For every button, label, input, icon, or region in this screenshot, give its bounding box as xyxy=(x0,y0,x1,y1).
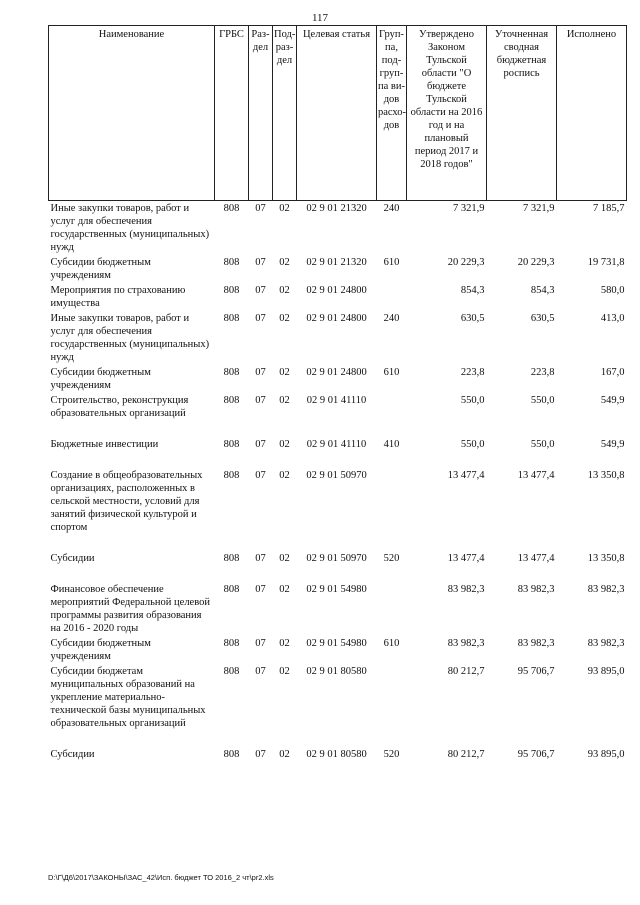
cell-razdel: 07 xyxy=(255,470,266,481)
header-name: Наименование xyxy=(49,26,215,201)
table-row xyxy=(49,468,627,535)
cell-grbs: 808 xyxy=(223,257,240,268)
cell-podrazdel: 02 xyxy=(279,553,290,564)
header-grbs: ГРБС xyxy=(215,26,249,201)
cell-approved: 550,0 xyxy=(460,395,485,406)
cell-grbs: 808 xyxy=(223,470,240,481)
cell-executed: 580,0 xyxy=(600,285,625,296)
row-spacer xyxy=(49,535,627,551)
cell-celevaya-statya: 02 9 01 50970 xyxy=(306,553,367,564)
cell-celevaya-statya: 02 9 01 54980 xyxy=(306,584,367,595)
table-row xyxy=(49,311,627,365)
header-utochnennaya: Уточненная сводная бюджетная роспись xyxy=(487,26,557,201)
table-row xyxy=(49,437,627,452)
table-row xyxy=(49,365,627,393)
cell-celevaya-statya: 02 9 01 41110 xyxy=(306,395,367,406)
cell-vid-rashodov: 610 xyxy=(383,367,400,378)
cell-name: Субсидии бюджетным учреждениям xyxy=(50,257,151,281)
cell-revised: 83 982,3 xyxy=(517,638,555,649)
header-utverzhdeno: Утверждено Законом Тульской области "О бюджете Тульской области на 2016 год и на плановый период 2017 и 2018 годов" xyxy=(407,26,487,201)
cell-razdel: 07 xyxy=(255,313,266,324)
cell-executed: 83 982,3 xyxy=(587,638,625,649)
cell-podrazdel: 02 xyxy=(279,367,290,378)
cell-name: Мероприятия по страхованию имущества xyxy=(50,285,186,309)
cell-approved: 7 321,9 xyxy=(453,203,485,214)
cell-grbs: 808 xyxy=(223,285,240,296)
cell-vid-rashodov xyxy=(377,468,407,535)
table-row xyxy=(49,551,627,566)
cell-celevaya-statya: 02 9 01 21320 xyxy=(306,257,367,268)
cell-vid-rashodov xyxy=(377,393,407,421)
cell-podrazdel: 02 xyxy=(279,584,290,595)
cell-name: Финансовое обеспечение мероприятий Федеральной целевой программы развития образования на 2016 - 2020 годы xyxy=(50,584,210,634)
table-row xyxy=(49,582,627,636)
row-spacer xyxy=(49,566,627,582)
cell-executed: 413,0 xyxy=(600,313,625,324)
cell-razdel: 07 xyxy=(255,749,266,760)
cell-razdel: 07 xyxy=(255,553,266,564)
cell-razdel: 07 xyxy=(255,285,266,296)
table-row xyxy=(49,393,627,421)
header-gruppa: Груп-па, под-груп-па ви-дов расхо-дов xyxy=(377,26,407,201)
cell-vid-rashodov: 410 xyxy=(383,439,400,450)
cell-name: Субсидии бюджетным учреждениям xyxy=(50,367,151,391)
cell-vid-rashodov: 240 xyxy=(383,313,400,324)
cell-executed: 549,9 xyxy=(600,395,625,406)
cell-vid-rashodov: 520 xyxy=(383,749,400,760)
cell-revised: 95 706,7 xyxy=(517,666,555,677)
cell-vid-rashodov xyxy=(377,283,407,311)
cell-name: Субсидии xyxy=(50,749,95,760)
cell-vid-rashodov: 520 xyxy=(383,553,400,564)
cell-name: Иные закупки товаров, работ и услуг для обеспечения государственных (муниципальных) нужд xyxy=(50,313,210,363)
cell-approved: 83 982,3 xyxy=(447,584,485,595)
cell-executed: 167,0 xyxy=(600,367,625,378)
cell-revised: 83 982,3 xyxy=(517,584,555,595)
cell-executed: 19 731,8 xyxy=(587,257,625,268)
file-path-footer: D:\Г\Д6\2017\ЗАКОНЫ\ЗАС_42\Исп. бюджет ТО 2016_2 чт\pr2.xls xyxy=(48,873,274,882)
cell-revised: 630,5 xyxy=(530,313,555,324)
table-row xyxy=(49,747,627,762)
header-razdel: Раз-дел xyxy=(249,26,273,201)
cell-approved: 223,8 xyxy=(460,367,485,378)
cell-vid-rashodov xyxy=(377,582,407,636)
cell-name: Создание в общеобразовательных организациях, расположенных в сельской местности, условий для занятий физической культурой и спортом xyxy=(50,470,203,533)
row-spacer-cell xyxy=(49,452,627,468)
cell-razdel: 07 xyxy=(255,439,266,450)
cell-approved: 854,3 xyxy=(460,285,485,296)
row-spacer-cell xyxy=(49,731,627,747)
cell-grbs: 808 xyxy=(223,439,240,450)
cell-approved: 13 477,4 xyxy=(447,553,485,564)
cell-celevaya-statya: 02 9 01 54980 xyxy=(306,638,367,649)
header-celevaya: Целевая статья xyxy=(297,26,377,201)
cell-name: Иные закупки товаров, работ и услуг для обеспечения государственных (муниципальных) нужд xyxy=(50,203,210,253)
cell-revised: 20 229,3 xyxy=(517,257,555,268)
cell-name: Субсидии бюджетным учреждениям xyxy=(50,638,151,662)
cell-podrazdel: 02 xyxy=(279,470,290,481)
cell-podrazdel: 02 xyxy=(279,749,290,760)
budget-table xyxy=(48,25,627,762)
cell-vid-rashodov: 610 xyxy=(383,257,400,268)
cell-name: Бюджетные инвестиции xyxy=(50,439,159,450)
cell-podrazdel: 02 xyxy=(279,203,290,214)
cell-vid-rashodov: 610 xyxy=(383,638,400,649)
row-spacer-cell xyxy=(49,566,627,582)
cell-executed: 93 895,0 xyxy=(587,749,625,760)
cell-approved: 550,0 xyxy=(460,439,485,450)
cell-approved: 80 212,7 xyxy=(447,666,485,677)
cell-revised: 13 477,4 xyxy=(517,470,555,481)
header-ispolneno: Исполнено xyxy=(557,26,627,201)
cell-celevaya-statya: 02 9 01 21320 xyxy=(306,203,367,214)
table-row xyxy=(49,664,627,731)
cell-podrazdel: 02 xyxy=(279,395,290,406)
cell-razdel: 07 xyxy=(255,584,266,595)
cell-revised: 95 706,7 xyxy=(517,749,555,760)
cell-celevaya-statya: 02 9 01 24800 xyxy=(306,285,367,296)
cell-grbs: 808 xyxy=(223,638,240,649)
cell-executed: 93 895,0 xyxy=(587,666,625,677)
cell-razdel: 07 xyxy=(255,203,266,214)
cell-grbs: 808 xyxy=(223,367,240,378)
cell-vid-rashodov xyxy=(377,664,407,731)
cell-executed: 13 350,8 xyxy=(587,553,625,564)
cell-revised: 550,0 xyxy=(530,439,555,450)
cell-celevaya-statya: 02 9 01 24800 xyxy=(306,313,367,324)
cell-grbs: 808 xyxy=(223,666,240,677)
header-podrazdel: Под-раз-дел xyxy=(273,26,297,201)
cell-grbs: 808 xyxy=(223,203,240,214)
cell-executed: 83 982,3 xyxy=(587,584,625,595)
table-body xyxy=(49,201,627,763)
table-row xyxy=(49,255,627,283)
cell-razdel: 07 xyxy=(255,395,266,406)
cell-grbs: 808 xyxy=(223,553,240,564)
row-spacer-cell xyxy=(49,421,627,437)
table-row xyxy=(49,636,627,664)
cell-revised: 550,0 xyxy=(530,395,555,406)
cell-grbs: 808 xyxy=(223,395,240,406)
page-number: 117 xyxy=(311,12,329,24)
cell-grbs: 808 xyxy=(223,313,240,324)
row-spacer xyxy=(49,421,627,437)
cell-executed: 549,9 xyxy=(600,439,625,450)
cell-approved: 83 982,3 xyxy=(447,638,485,649)
cell-revised: 223,8 xyxy=(530,367,555,378)
cell-podrazdel: 02 xyxy=(279,638,290,649)
cell-approved: 13 477,4 xyxy=(447,470,485,481)
table-row xyxy=(49,283,627,311)
cell-podrazdel: 02 xyxy=(279,439,290,450)
cell-razdel: 07 xyxy=(255,666,266,677)
cell-razdel: 07 xyxy=(255,257,266,268)
cell-executed: 13 350,8 xyxy=(587,470,625,481)
row-spacer xyxy=(49,731,627,747)
cell-podrazdel: 02 xyxy=(279,257,290,268)
cell-celevaya-statya: 02 9 01 24800 xyxy=(306,367,367,378)
cell-revised: 7 321,9 xyxy=(523,203,555,214)
cell-executed: 7 185,7 xyxy=(593,203,625,214)
cell-revised: 854,3 xyxy=(530,285,555,296)
cell-razdel: 07 xyxy=(255,367,266,378)
cell-approved: 630,5 xyxy=(460,313,485,324)
cell-razdel: 07 xyxy=(255,638,266,649)
cell-celevaya-statya: 02 9 01 80580 xyxy=(306,749,367,760)
cell-grbs: 808 xyxy=(223,749,240,760)
cell-revised: 13 477,4 xyxy=(517,553,555,564)
cell-celevaya-statya: 02 9 01 50970 xyxy=(306,470,367,481)
row-spacer xyxy=(49,452,627,468)
cell-celevaya-statya: 02 9 01 80580 xyxy=(306,666,367,677)
cell-grbs: 808 xyxy=(223,584,240,595)
cell-name: Субсидии бюджетам муниципальных образований на укрепление материально-технической базы муниципальных образовательных организаций xyxy=(50,666,206,729)
cell-celevaya-statya: 02 9 01 41110 xyxy=(306,439,367,450)
cell-podrazdel: 02 xyxy=(279,285,290,296)
cell-approved: 80 212,7 xyxy=(447,749,485,760)
cell-podrazdel: 02 xyxy=(279,666,290,677)
row-spacer-cell xyxy=(49,535,627,551)
cell-name: Субсидии xyxy=(50,553,95,564)
cell-vid-rashodov: 240 xyxy=(383,203,400,214)
cell-podrazdel: 02 xyxy=(279,313,290,324)
cell-approved: 20 229,3 xyxy=(447,257,485,268)
table-header-row xyxy=(49,26,627,201)
cell-name: Строительство, реконструкция образовательных организаций xyxy=(50,395,189,419)
table-row xyxy=(49,201,627,256)
